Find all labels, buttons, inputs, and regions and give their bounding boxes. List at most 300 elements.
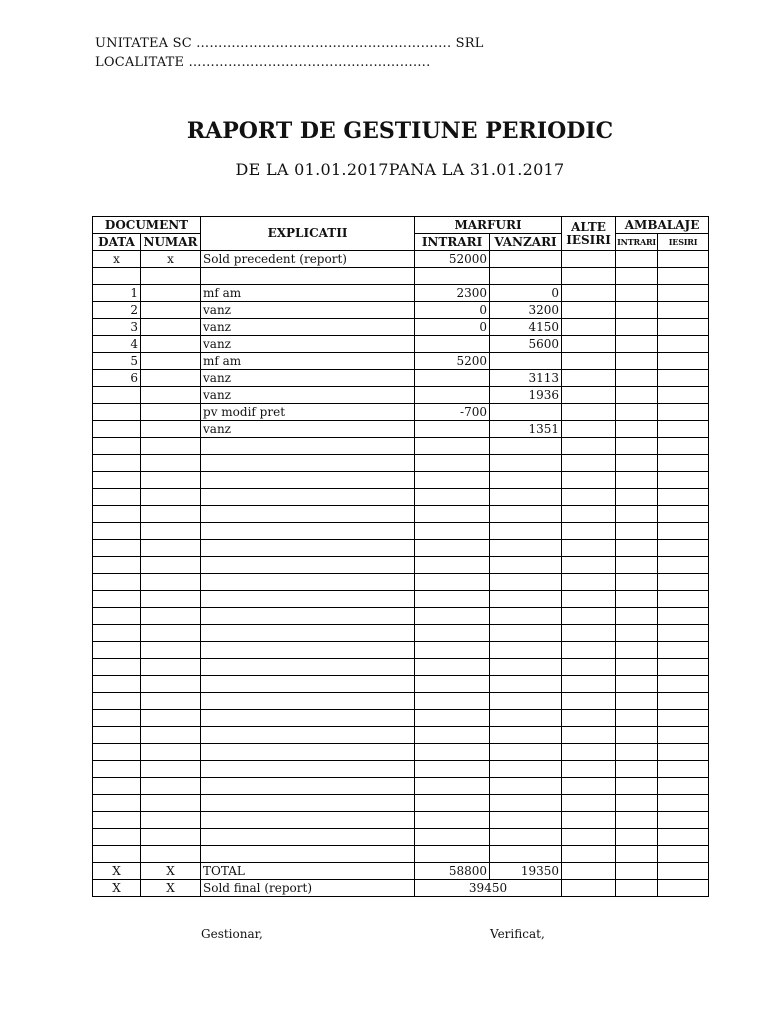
- cell-alte-iesiri: [562, 608, 616, 625]
- cell-explicatii: [201, 557, 415, 574]
- cell-alte-iesiri: [562, 880, 616, 897]
- cell-data: [93, 455, 141, 472]
- cell-vanzari: [490, 353, 562, 370]
- cell-ambalaje-intrari: [616, 336, 658, 353]
- cell-ambalaje-iesiri: [658, 625, 709, 642]
- cell-data: [93, 693, 141, 710]
- cell-data: [93, 761, 141, 778]
- header-numar: NUMAR: [141, 234, 201, 251]
- cell-numar: [141, 642, 201, 659]
- table-row: [93, 319, 709, 336]
- cell-explicatii: [201, 710, 415, 727]
- cell-intrari: [415, 591, 490, 608]
- cell-vanzari: [490, 795, 562, 812]
- cell-data: 5: [93, 353, 141, 370]
- cell-data: [93, 472, 141, 489]
- cell-ambalaje-iesiri: [658, 557, 709, 574]
- cell-intrari: [415, 693, 490, 710]
- cell-ambalaje-intrari: [616, 727, 658, 744]
- cell-vanzari: [490, 540, 562, 557]
- cell-vanzari: [490, 608, 562, 625]
- cell-numar: [141, 489, 201, 506]
- localitate-line: LOCALITATE ……………………………………………….: [95, 55, 431, 70]
- cell-intrari: 0: [415, 302, 490, 319]
- cell-data: [93, 710, 141, 727]
- cell-vanzari: [490, 676, 562, 693]
- cell-ambalaje-intrari: [616, 506, 658, 523]
- cell-ambalaje-iesiri: [658, 319, 709, 336]
- cell-ambalaje-intrari: [616, 642, 658, 659]
- cell-ambalaje-iesiri: [658, 353, 709, 370]
- cell-numar: [141, 540, 201, 557]
- cell-alte-iesiri: [562, 489, 616, 506]
- gestionar-label: Gestionar,: [201, 927, 263, 941]
- cell-ambalaje-intrari: [616, 455, 658, 472]
- total-numar: X: [141, 863, 201, 880]
- cell-intrari: 0: [415, 319, 490, 336]
- cell-intrari: [415, 540, 490, 557]
- cell-numar: [141, 336, 201, 353]
- cell-vanzari: [490, 489, 562, 506]
- cell-ambalaje-iesiri: [658, 336, 709, 353]
- cell-alte-iesiri: [562, 472, 616, 489]
- cell-intrari: [415, 557, 490, 574]
- cell-alte-iesiri: [562, 846, 616, 863]
- cell-ambalaje-iesiri: [658, 676, 709, 693]
- cell-vanzari: [490, 574, 562, 591]
- cell-ambalaje-intrari: [616, 472, 658, 489]
- sold-final-row: [93, 880, 709, 897]
- empty-row: [93, 574, 709, 591]
- cell-numar: [141, 557, 201, 574]
- cell-data: [93, 557, 141, 574]
- cell-data: [93, 727, 141, 744]
- cell-data: [93, 829, 141, 846]
- cell-data: [93, 591, 141, 608]
- cell-ambalaje-intrari: [616, 659, 658, 676]
- cell-ambalaje-iesiri: [658, 693, 709, 710]
- cell-vanzari: [490, 659, 562, 676]
- cell-numar: x: [141, 251, 201, 268]
- gestiune-table: [92, 216, 709, 897]
- empty-row: [93, 795, 709, 812]
- table-row: [93, 285, 709, 302]
- header-vanzari: VANZARI: [490, 234, 562, 251]
- cell-alte-iesiri: [562, 438, 616, 455]
- cell-explicatii: [201, 846, 415, 863]
- cell-ambalaje-intrari: [616, 370, 658, 387]
- cell-explicatii: [201, 268, 415, 285]
- cell-ambalaje-iesiri: [658, 744, 709, 761]
- cell-numar: [141, 302, 201, 319]
- cell-ambalaje-iesiri: [658, 285, 709, 302]
- report-title: RAPORT DE GESTIUNE PERIODIC: [186, 118, 614, 144]
- cell-explicatii: vanz: [201, 370, 415, 387]
- table-row: [93, 387, 709, 404]
- cell-intrari: [415, 370, 490, 387]
- header-intrari: INTRARI: [415, 234, 490, 251]
- empty-row: [93, 761, 709, 778]
- cell-intrari: [415, 625, 490, 642]
- cell-alte-iesiri: [562, 302, 616, 319]
- cell-explicatii: vanz: [201, 319, 415, 336]
- cell-vanzari: [490, 557, 562, 574]
- cell-ambalaje-intrari: [616, 812, 658, 829]
- cell-vanzari: 4150: [490, 319, 562, 336]
- cell-numar: [141, 693, 201, 710]
- cell-alte-iesiri: [562, 455, 616, 472]
- cell-ambalaje-iesiri: [658, 387, 709, 404]
- cell-numar: [141, 438, 201, 455]
- cell-numar: [141, 608, 201, 625]
- cell-ambalaje-intrari: [616, 268, 658, 285]
- empty-row: [93, 608, 709, 625]
- cell-explicatii: vanz: [201, 302, 415, 319]
- cell-numar: [141, 676, 201, 693]
- cell-data: [93, 574, 141, 591]
- empty-row: [93, 506, 709, 523]
- cell-vanzari: 0: [490, 285, 562, 302]
- cell-data: [93, 795, 141, 812]
- cell-ambalaje-intrari: [616, 557, 658, 574]
- cell-explicatii: [201, 455, 415, 472]
- header-document: DOCUMENT: [93, 217, 201, 234]
- cell-ambalaje-iesiri: [658, 574, 709, 591]
- table-row: [93, 370, 709, 387]
- cell-ambalaje-intrari: [616, 285, 658, 302]
- cell-ambalaje-iesiri: [658, 795, 709, 812]
- cell-data: [93, 846, 141, 863]
- cell-numar: [141, 370, 201, 387]
- cell-ambalaje-intrari: [616, 625, 658, 642]
- table-body: [93, 251, 709, 438]
- cell-ambalaje-intrari: [616, 608, 658, 625]
- cell-data: [93, 642, 141, 659]
- cell-vanzari: 1351: [490, 421, 562, 438]
- cell-data: [93, 387, 141, 404]
- cell-numar: [141, 472, 201, 489]
- cell-vanzari: [490, 778, 562, 795]
- cell-numar: [141, 387, 201, 404]
- cell-data: [93, 421, 141, 438]
- total-row: [93, 863, 709, 880]
- cell-numar: [141, 829, 201, 846]
- cell-explicatii: [201, 659, 415, 676]
- cell-intrari: [415, 455, 490, 472]
- cell-explicatii: [201, 778, 415, 795]
- cell-ambalaje-iesiri: [658, 642, 709, 659]
- cell-numar: [141, 591, 201, 608]
- cell-ambalaje-iesiri: [658, 523, 709, 540]
- header-ambalaje-intrari: INTRARI: [616, 234, 658, 251]
- cell-data: 2: [93, 302, 141, 319]
- cell-explicatii: [201, 795, 415, 812]
- cell-alte-iesiri: [562, 642, 616, 659]
- cell-data: [93, 676, 141, 693]
- table-row: [93, 302, 709, 319]
- cell-explicatii: [201, 523, 415, 540]
- cell-ambalaje-iesiri: [658, 608, 709, 625]
- cell-numar: [141, 268, 201, 285]
- cell-ambalaje-intrari: [616, 761, 658, 778]
- cell-ambalaje-intrari: [616, 574, 658, 591]
- cell-numar: [141, 625, 201, 642]
- cell-explicatii: mf am: [201, 285, 415, 302]
- cell-ambalaje-iesiri: [658, 472, 709, 489]
- cell-ambalaje-intrari: [616, 438, 658, 455]
- cell-intrari: [415, 727, 490, 744]
- cell-alte-iesiri: [562, 540, 616, 557]
- cell-alte-iesiri: [562, 727, 616, 744]
- cell-explicatii: vanz: [201, 336, 415, 353]
- cell-data: [93, 812, 141, 829]
- cell-ambalaje-intrari: [616, 880, 658, 897]
- cell-explicatii: [201, 744, 415, 761]
- empty-row: [93, 642, 709, 659]
- empty-row: [93, 676, 709, 693]
- cell-numar: [141, 778, 201, 795]
- cell-explicatii: [201, 761, 415, 778]
- cell-ambalaje-intrari: [616, 778, 658, 795]
- cell-ambalaje-intrari: [616, 863, 658, 880]
- cell-intrari: [415, 574, 490, 591]
- cell-vanzari: [490, 404, 562, 421]
- cell-ambalaje-iesiri: [658, 880, 709, 897]
- total-label: TOTAL: [201, 863, 415, 880]
- cell-intrari: [415, 608, 490, 625]
- cell-explicatii: [201, 608, 415, 625]
- cell-numar: [141, 659, 201, 676]
- cell-explicatii: [201, 812, 415, 829]
- cell-alte-iesiri: [562, 676, 616, 693]
- cell-alte-iesiri: [562, 812, 616, 829]
- cell-alte-iesiri: [562, 370, 616, 387]
- sold-final-label: Sold final (report): [201, 880, 415, 897]
- header-explicatii: EXPLICATII: [201, 217, 415, 251]
- empty-row: [93, 489, 709, 506]
- header-alte-iesiri: ALTE IESIRI: [562, 217, 616, 251]
- cell-vanzari: 3200: [490, 302, 562, 319]
- cell-data: [93, 489, 141, 506]
- empty-row: [93, 710, 709, 727]
- cell-ambalaje-iesiri: [658, 846, 709, 863]
- cell-ambalaje-intrari: [616, 251, 658, 268]
- cell-vanzari: [490, 693, 562, 710]
- cell-ambalaje-iesiri: [658, 404, 709, 421]
- cell-intrari: [415, 642, 490, 659]
- table-row: [93, 404, 709, 421]
- empty-row: [93, 693, 709, 710]
- cell-numar: [141, 455, 201, 472]
- cell-intrari: [415, 846, 490, 863]
- cell-numar: [141, 812, 201, 829]
- cell-numar: [141, 727, 201, 744]
- cell-ambalaje-intrari: [616, 319, 658, 336]
- cell-numar: [141, 319, 201, 336]
- cell-data: 6: [93, 370, 141, 387]
- cell-alte-iesiri: [562, 829, 616, 846]
- cell-ambalaje-intrari: [616, 829, 658, 846]
- cell-ambalaje-intrari: [616, 676, 658, 693]
- cell-data: [93, 608, 141, 625]
- cell-ambalaje-intrari: [616, 523, 658, 540]
- cell-intrari: [415, 438, 490, 455]
- table-row: [93, 336, 709, 353]
- cell-ambalaje-iesiri: [658, 710, 709, 727]
- cell-alte-iesiri: [562, 421, 616, 438]
- cell-ambalaje-intrari: [616, 387, 658, 404]
- cell-vanzari: [490, 744, 562, 761]
- cell-numar: [141, 506, 201, 523]
- cell-intrari: [415, 795, 490, 812]
- cell-numar: [141, 795, 201, 812]
- cell-ambalaje-iesiri: [658, 540, 709, 557]
- cell-ambalaje-intrari: [616, 710, 658, 727]
- cell-explicatii: mf am: [201, 353, 415, 370]
- cell-data: [93, 438, 141, 455]
- cell-alte-iesiri: [562, 285, 616, 302]
- cell-alte-iesiri: [562, 591, 616, 608]
- cell-ambalaje-iesiri: [658, 268, 709, 285]
- cell-data: 4: [93, 336, 141, 353]
- empty-row: [93, 455, 709, 472]
- unitatea-line: UNITATEA SC …………………………………………………. SRL: [95, 36, 484, 51]
- cell-explicatii: [201, 642, 415, 659]
- cell-intrari: [415, 659, 490, 676]
- header-data: DATA: [93, 234, 141, 251]
- cell-ambalaje-iesiri: [658, 489, 709, 506]
- cell-intrari: 2300: [415, 285, 490, 302]
- cell-numar: [141, 710, 201, 727]
- cell-alte-iesiri: [562, 625, 616, 642]
- cell-data: [93, 659, 141, 676]
- cell-ambalaje-intrari: [616, 744, 658, 761]
- cell-vanzari: [490, 455, 562, 472]
- cell-intrari: [415, 812, 490, 829]
- empty-row: [93, 438, 709, 455]
- cell-vanzari: 5600: [490, 336, 562, 353]
- cell-data: [93, 540, 141, 557]
- cell-alte-iesiri: [562, 251, 616, 268]
- cell-intrari: [415, 829, 490, 846]
- cell-ambalaje-iesiri: [658, 812, 709, 829]
- cell-vanzari: [490, 591, 562, 608]
- cell-vanzari: [490, 727, 562, 744]
- cell-numar: [141, 744, 201, 761]
- total-intrari: 58800: [415, 863, 490, 880]
- cell-ambalaje-iesiri: [658, 506, 709, 523]
- cell-intrari: [415, 710, 490, 727]
- cell-ambalaje-intrari: [616, 421, 658, 438]
- cell-data: 3: [93, 319, 141, 336]
- cell-ambalaje-iesiri: [658, 251, 709, 268]
- empty-row: [93, 625, 709, 642]
- cell-alte-iesiri: [562, 574, 616, 591]
- cell-alte-iesiri: [562, 863, 616, 880]
- cell-ambalaje-iesiri: [658, 438, 709, 455]
- cell-intrari: [415, 506, 490, 523]
- cell-ambalaje-intrari: [616, 795, 658, 812]
- cell-alte-iesiri: [562, 353, 616, 370]
- report-period: DE LA 01.01.2017PANA LA 31.01.2017: [235, 160, 565, 179]
- cell-ambalaje-intrari: [616, 540, 658, 557]
- cell-explicatii: [201, 693, 415, 710]
- cell-ambalaje-iesiri: [658, 863, 709, 880]
- cell-numar: [141, 846, 201, 863]
- empty-row: [93, 778, 709, 795]
- cell-vanzari: [490, 846, 562, 863]
- cell-intrari: [415, 387, 490, 404]
- empty-row: [93, 591, 709, 608]
- cell-ambalaje-intrari: [616, 404, 658, 421]
- cell-ambalaje-iesiri: [658, 727, 709, 744]
- cell-explicatii: [201, 506, 415, 523]
- cell-ambalaje-iesiri: [658, 761, 709, 778]
- cell-explicatii: [201, 727, 415, 744]
- cell-numar: [141, 421, 201, 438]
- empty-row: [93, 523, 709, 540]
- cell-alte-iesiri: [562, 268, 616, 285]
- cell-vanzari: 1936: [490, 387, 562, 404]
- cell-ambalaje-iesiri: [658, 302, 709, 319]
- cell-alte-iesiri: [562, 506, 616, 523]
- header-ambalaje: AMBALAJE: [616, 217, 709, 234]
- cell-intrari: [415, 268, 490, 285]
- header-ambalaje-iesiri: IESIRI: [658, 234, 709, 251]
- cell-intrari: [415, 336, 490, 353]
- empty-row: [93, 744, 709, 761]
- cell-ambalaje-intrari: [616, 591, 658, 608]
- cell-ambalaje-iesiri: [658, 778, 709, 795]
- cell-intrari: [415, 523, 490, 540]
- cell-ambalaje-iesiri: [658, 829, 709, 846]
- cell-intrari: [415, 421, 490, 438]
- cell-data: [93, 506, 141, 523]
- cell-data: x: [93, 251, 141, 268]
- cell-numar: [141, 574, 201, 591]
- cell-ambalaje-iesiri: [658, 370, 709, 387]
- empty-row: [93, 829, 709, 846]
- cell-vanzari: [490, 710, 562, 727]
- cell-vanzari: [490, 761, 562, 778]
- cell-explicatii: [201, 472, 415, 489]
- total-vanzari: 19350: [490, 863, 562, 880]
- cell-vanzari: [490, 251, 562, 268]
- total-data: X: [93, 863, 141, 880]
- cell-intrari: [415, 676, 490, 693]
- empty-row: [93, 472, 709, 489]
- cell-ambalaje-intrari: [616, 693, 658, 710]
- cell-intrari: 5200: [415, 353, 490, 370]
- sold-final-numar: X: [141, 880, 201, 897]
- cell-explicatii: [201, 540, 415, 557]
- cell-alte-iesiri: [562, 795, 616, 812]
- cell-explicatii: [201, 574, 415, 591]
- cell-alte-iesiri: [562, 761, 616, 778]
- cell-explicatii: [201, 591, 415, 608]
- cell-numar: [141, 353, 201, 370]
- cell-data: [93, 404, 141, 421]
- cell-intrari: [415, 761, 490, 778]
- cell-numar: [141, 523, 201, 540]
- cell-data: [93, 778, 141, 795]
- cell-data: [93, 625, 141, 642]
- cell-explicatii: vanz: [201, 421, 415, 438]
- table-row: [93, 421, 709, 438]
- table-row: [93, 251, 709, 268]
- cell-alte-iesiri: [562, 557, 616, 574]
- cell-ambalaje-intrari: [616, 489, 658, 506]
